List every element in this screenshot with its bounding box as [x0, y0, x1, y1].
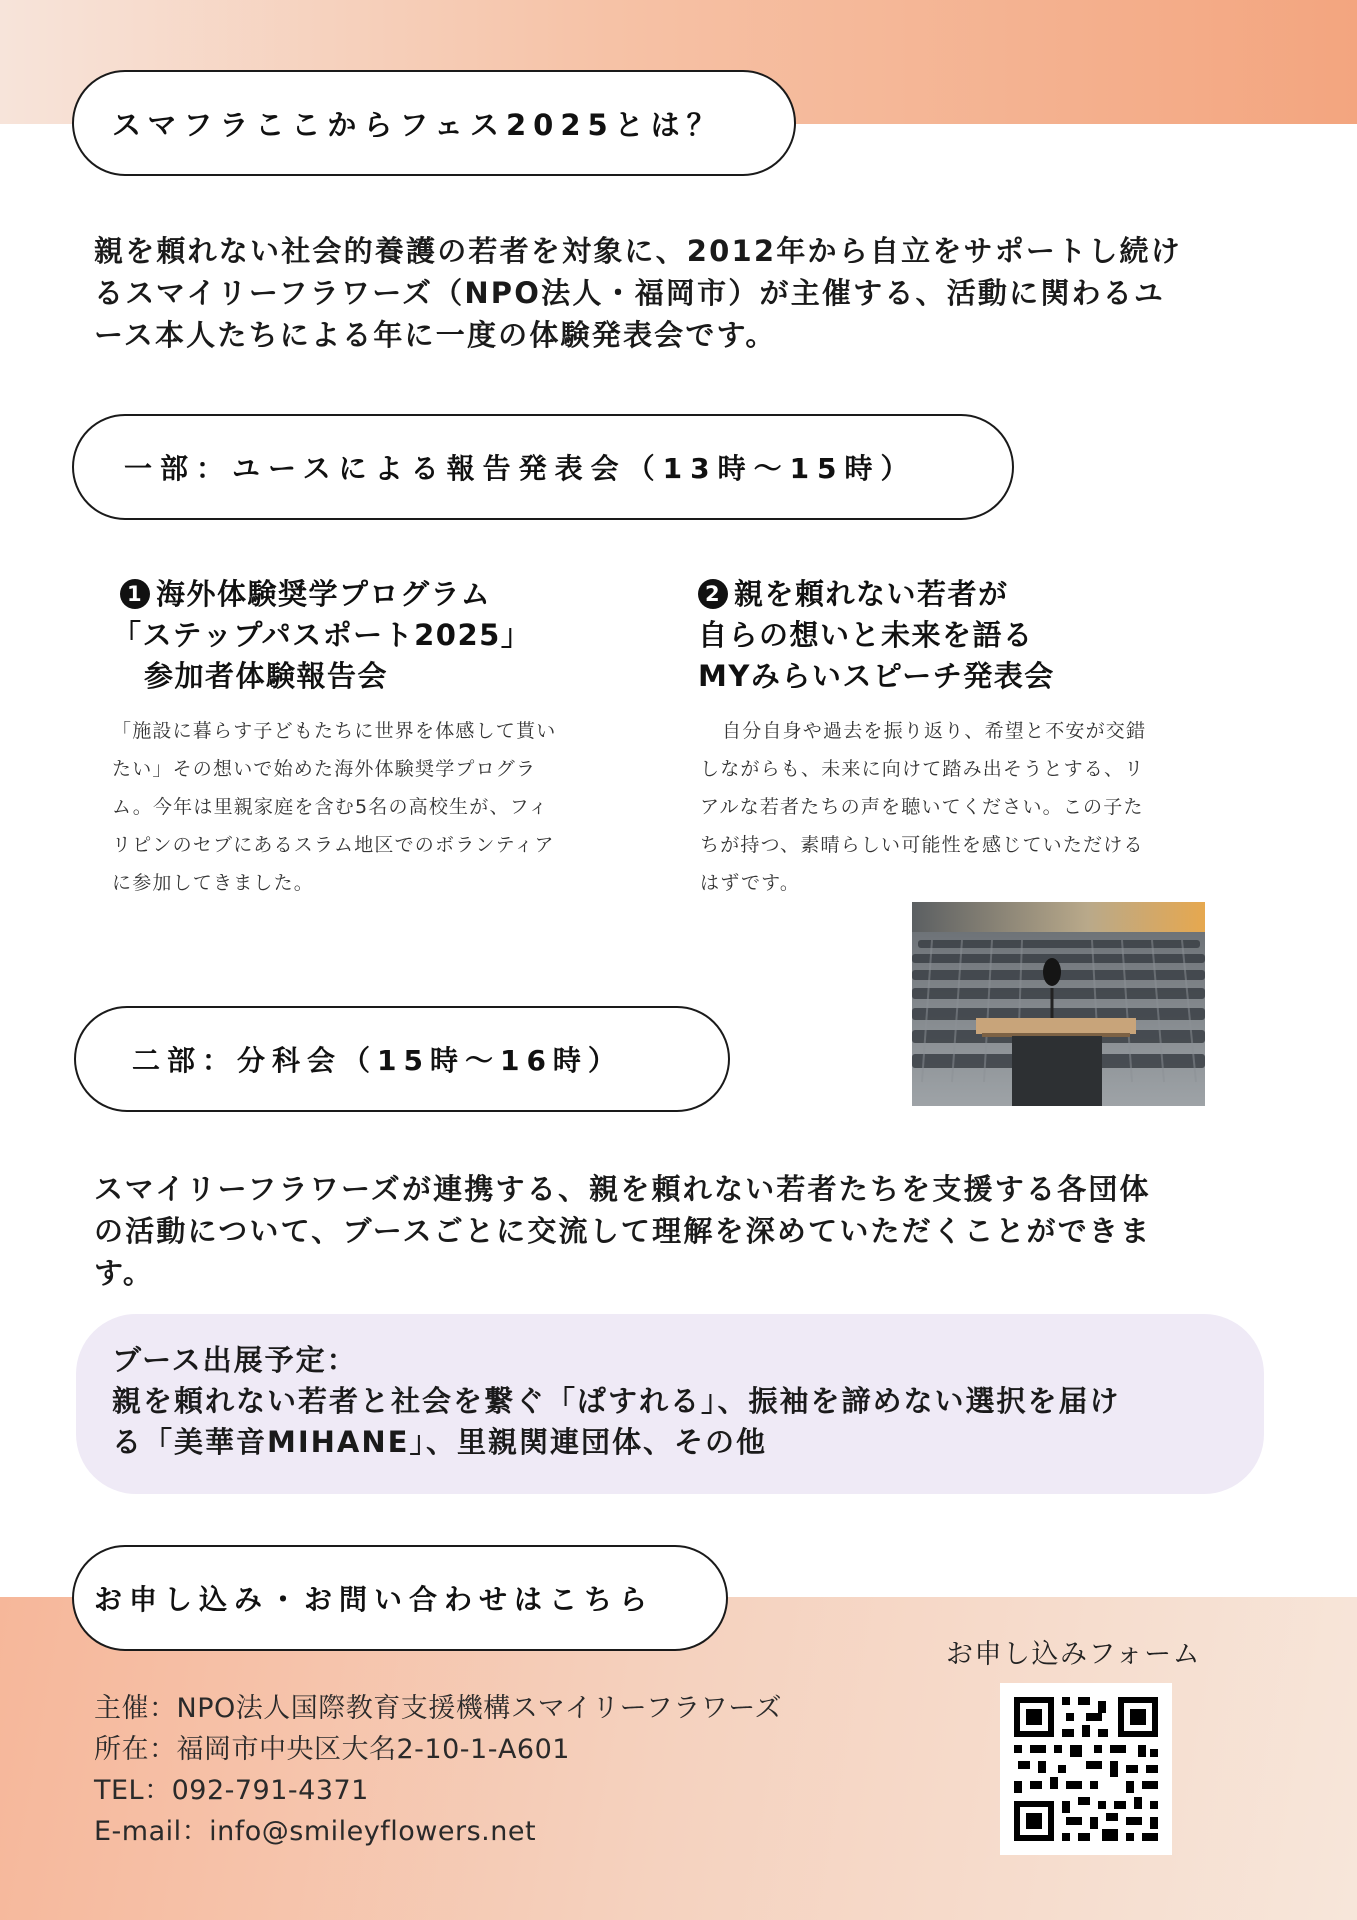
program2-title-line: MYみらいスピーチ発表会 — [698, 659, 1055, 693]
booth-line: 親を頼れない若者と社会を繋ぐ「ぱすれる」、振袖を諦めない選択を届け — [112, 1384, 1121, 1418]
intro-line: ース本人たちによる年に一度の体験発表会です。 — [94, 318, 777, 352]
program1-title-line: 「ステップパスポート2025」 — [112, 618, 532, 652]
part2-line: の活動について、ブースごとに交流して理解を深めていただくことができま — [94, 1214, 1152, 1248]
program2-title — [698, 574, 1055, 697]
program1-line: に参加してきました。 — [112, 872, 315, 894]
application-form-label: お申し込みフォーム — [946, 1639, 1202, 1670]
program2-line: アルな若者たちの声を聴いてください。この子た — [700, 796, 1144, 818]
number-one-icon: 1 — [120, 579, 150, 609]
contact-heading-pill — [72, 1545, 728, 1651]
booth-info-text — [112, 1340, 1252, 1463]
booth-line: る「美華音MIHANE」、里親関連団体、その他 — [112, 1425, 767, 1459]
contact-details — [94, 1688, 782, 1852]
intro-line: 親を頼れない社会的養護の若者を対象に、2012年から自立をサポートし続け — [94, 234, 1182, 268]
program1-title-line: 海外体験奨学プログラム — [156, 577, 492, 611]
intro-line: るスマイリーフラワーズ（NPO法人・福岡市）が主催する、活動に関わるユ — [94, 276, 1166, 310]
program2-line: はずです。 — [700, 872, 801, 894]
part1-heading-pill — [72, 414, 1014, 520]
part2-heading-pill — [74, 1006, 730, 1112]
program2-title-line: 自らの想いと未来を語る — [698, 618, 1034, 652]
festival-title-pill — [72, 70, 796, 176]
program1-line: 「施設に暮らす子どもたちに世界を体感して貰い — [112, 720, 557, 742]
part2-heading: 二部：分科会（15時〜16時） — [132, 1044, 623, 1077]
program1-line: リピンのセブにあるスラム地区でのボランティア — [112, 834, 555, 856]
program1-title — [112, 574, 532, 697]
program2-line: 自分自身や過去を振り返り、希望と不安が交錯 — [722, 720, 1147, 742]
podium-microphone-photo — [912, 902, 1205, 1106]
program2-title-line: 親を頼れない若者が — [734, 577, 1009, 611]
program1-line: ム。今年は里親家庭を含む5名の高校生が、フィ — [112, 796, 549, 818]
page-title: スマフラここからフェス2025とは？ — [112, 107, 723, 142]
program2-line: しながらも、未来に向けて踏み出そうとする、リ — [700, 758, 1145, 780]
part2-line: スマイリーフラワーズが連携する、親を頼れない若者たちを支援する各団体 — [94, 1172, 1151, 1206]
organizer-text: 主催：NPO法人国際教育支援機構スマイリーフラワーズ — [94, 1693, 782, 1724]
qr-code-icon[interactable] — [1000, 1683, 1172, 1855]
program1-description — [112, 712, 632, 902]
part1-heading: 一部：ユースによる報告発表会（13時〜15時） — [124, 452, 917, 485]
intro-paragraph — [94, 230, 1294, 356]
program1-line: たい」その想いで始めた海外体験奨学プログラ — [112, 758, 537, 780]
program2-line: ちが持つ、素晴らしい可能性を感じていただける — [700, 834, 1144, 856]
phone-text: TEL：092-791-4371 — [94, 1775, 369, 1806]
number-two-icon: 2 — [698, 579, 728, 609]
email-text: E-mail：info@smileyflowers.net — [94, 1816, 537, 1847]
program2-description — [700, 712, 1220, 902]
address-text: 所在：福岡市中央区大名2-10-1-A601 — [94, 1734, 570, 1765]
part2-paragraph — [94, 1168, 1294, 1294]
program1-title-line: 参加者体験報告会 — [144, 659, 389, 693]
contact-heading: お申し込み・お問い合わせはこちら — [94, 1583, 655, 1616]
part2-line: す。 — [94, 1256, 155, 1290]
booth-line: ブース出展予定： — [112, 1343, 358, 1377]
